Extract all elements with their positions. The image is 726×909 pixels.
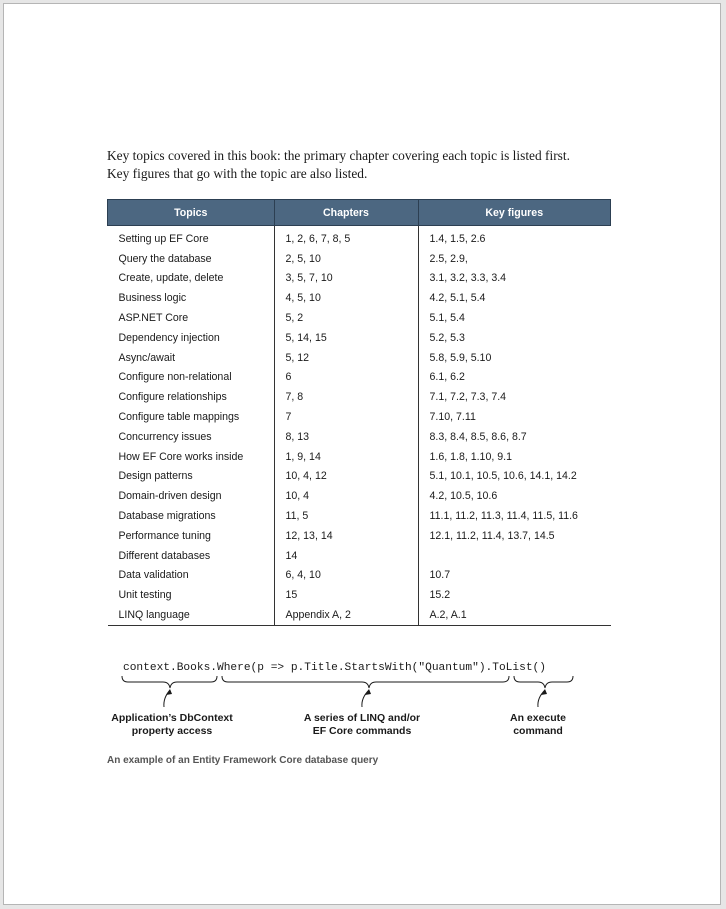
table-row: [108, 288, 611, 308]
code-example: context.Books.Where(p => p.Title.StartsWith("Quantum").ToList(): [123, 662, 546, 674]
cell-key-figures: 3.1, 3.2, 3.3, 3.4: [429, 272, 507, 285]
table-row: [108, 387, 611, 407]
cell-topic: Different databases: [108, 546, 275, 566]
cell-topic: LINQ language: [108, 605, 275, 625]
table-row: [108, 269, 611, 289]
cell-key-figures: 4.2, 10.5, 10.6: [429, 490, 498, 503]
table-row: [108, 407, 611, 427]
intro-paragraph: [107, 147, 627, 183]
cell-chapters: 14: [274, 546, 418, 566]
cell-chapters: Appendix A, 2: [274, 605, 418, 625]
cell-topic: Setting up EF Core: [108, 226, 275, 249]
cell-key-figures: [418, 546, 611, 566]
cell-chapters: 3, 5, 7, 10: [274, 269, 418, 289]
table-row: [108, 348, 611, 368]
cell-chapters: 15: [274, 585, 418, 605]
cell-topic: Configure table mappings: [108, 407, 275, 427]
cell-chapters: 5, 12: [274, 348, 418, 368]
cell-key-figures: 5.2, 5.3: [429, 331, 465, 344]
cell-chapters: 10, 4, 12: [274, 467, 418, 487]
cell-key-figures: 8.3, 8.4, 8.5, 8.6, 8.7: [429, 430, 527, 443]
cell-topic: Dependency injection: [108, 328, 275, 348]
cell-key-figures: A.2, A.1: [418, 605, 611, 625]
cell-topic: Data validation: [108, 566, 275, 586]
cell-chapters: 10, 4: [274, 486, 418, 506]
cell-topic: Unit testing: [108, 585, 275, 605]
label-dbcontext: Application’s DbContext property access: [111, 712, 233, 737]
table-header-row: [108, 200, 611, 226]
header-topics: Topics: [108, 200, 275, 226]
cell-chapters: 5, 14, 15: [274, 328, 418, 348]
cell-key-figures: 1.6, 1.8, 1.10, 9.1: [429, 450, 512, 463]
table-row: [108, 328, 611, 348]
cell-topic: Design patterns: [108, 467, 275, 487]
cell-key-figures: 4.2, 5.1, 5.4: [429, 292, 486, 305]
table-row: [108, 368, 611, 388]
cell-key-figures: 5.8, 5.9, 5.10: [429, 351, 492, 364]
cell-topic: Async/await: [108, 348, 275, 368]
cell-chapters: 12, 13, 14: [274, 526, 418, 546]
table-row: [108, 447, 611, 467]
cell-chapters: 11, 5: [274, 506, 418, 526]
intro-line-2: Key figures that go with the topic are also listed.: [107, 166, 368, 181]
cell-chapters: 8, 13: [274, 427, 418, 447]
cell-chapters: 4, 5, 10: [274, 288, 418, 308]
cell-key-figures: 6.1, 6.2: [429, 371, 465, 384]
figure-caption: An example of an Entity Framework Core database query: [107, 755, 379, 766]
table-row: [108, 226, 611, 249]
table-row: [108, 427, 611, 447]
cell-topic: Configure relationships: [108, 387, 275, 407]
cell-key-figures: 11.1, 11.2, 11.3, 11.4, 11.5, 11.6: [429, 510, 578, 523]
cell-chapters: 7: [274, 407, 418, 427]
cell-chapters: 7, 8: [274, 387, 418, 407]
cell-key-figures: 12.1, 11.2, 11.4, 13.7, 14.5: [429, 529, 555, 542]
cell-topic: Concurrency issues: [108, 427, 275, 447]
table-row: [108, 566, 611, 586]
cell-key-figures: 2.5, 2.9,: [429, 252, 468, 265]
table-row: [108, 546, 611, 566]
cell-chapters: 2, 5, 10: [274, 249, 418, 269]
cell-topic: Create, update, delete: [108, 269, 275, 289]
cell-chapters: 1, 9, 14: [274, 447, 418, 467]
cell-chapters: 6: [274, 368, 418, 388]
table-row: [108, 308, 611, 328]
intro-line-1: Key topics covered in this book: the primary chapter covering each topic is listed first.: [107, 148, 570, 163]
cell-chapters: 5, 2: [274, 308, 418, 328]
cell-topic: Domain-driven design: [108, 486, 275, 506]
cell-topic: ASP.NET Core: [108, 308, 275, 328]
cell-chapters: 6, 4, 10: [274, 566, 418, 586]
cell-key-figures: 5.1, 5.4: [429, 312, 465, 325]
cell-key-figures: 7.10, 7.11: [429, 411, 476, 424]
key-topics-table: [107, 199, 611, 626]
header-key-figures: Key figures: [418, 200, 611, 226]
cell-topic: How EF Core works inside: [108, 447, 275, 467]
table-row: [108, 467, 611, 487]
cell-key-figures: 5.1, 10.1, 10.5, 10.6, 14.1, 14.2: [429, 470, 577, 483]
cell-topic: Configure non-relational: [108, 368, 275, 388]
cell-chapters: 1, 2, 6, 7, 8, 5: [274, 226, 418, 249]
table-row: [108, 605, 611, 625]
table-row: [108, 526, 611, 546]
cell-topic: Query the database: [108, 249, 275, 269]
cell-topic: Performance tuning: [108, 526, 275, 546]
table-row: [108, 249, 611, 269]
cell-key-figures: 15.2: [429, 589, 451, 602]
table-body: [108, 226, 611, 626]
label-execute-command: An execute command: [509, 712, 567, 737]
table-row: [108, 486, 611, 506]
cell-key-figures: 10.7: [429, 569, 451, 582]
table-row: [108, 506, 611, 526]
table-row: [108, 585, 611, 605]
header-chapters: Chapters: [274, 200, 418, 226]
cell-topic: Database migrations: [108, 506, 275, 526]
cell-key-figures: 7.1, 7.2, 7.3, 7.4: [429, 391, 507, 404]
cell-topic: Business logic: [108, 288, 275, 308]
book-page: [3, 3, 721, 905]
label-linq-commands: A series of LINQ and/or EF Core commands: [303, 712, 421, 737]
cell-key-figures: 1.4, 1.5, 2.6: [429, 232, 486, 245]
